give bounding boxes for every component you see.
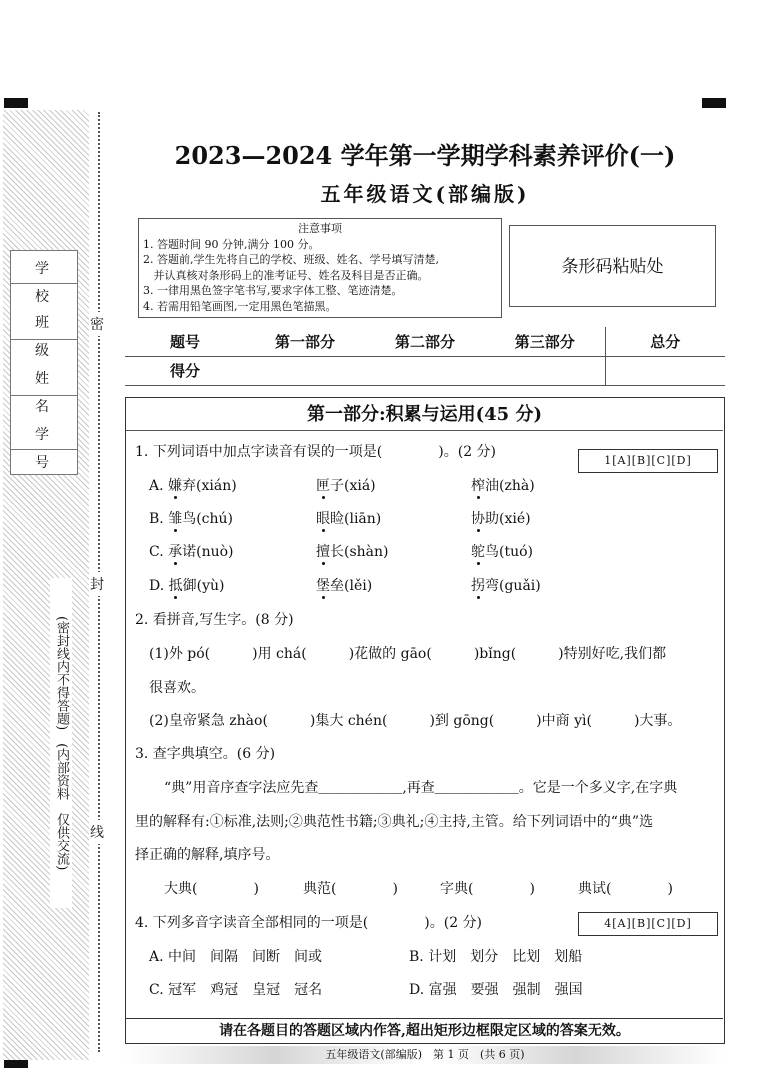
score-cell[interactable] [245, 356, 365, 385]
q1-option-a-word2 [316, 476, 376, 496]
section1-box [125, 397, 725, 1044]
score-header: 总分 [605, 327, 725, 356]
score-header: 题号 [125, 327, 245, 356]
field-line [11, 395, 77, 396]
word-rest: 诺(nuò) [182, 544, 234, 560]
word-rest: 子(xiá) [330, 478, 376, 494]
q3-line3: 择正确的解释,填序号。 [135, 847, 280, 863]
word-rest: 长(shàn) [330, 544, 389, 560]
word-rest: 油(zhà) [485, 478, 535, 494]
q2-line2: 很喜欢。 [149, 680, 205, 696]
option-label: D. [149, 578, 165, 594]
dotted-char: 堡 [316, 578, 330, 594]
q3-stem: 3. 查字典填空。(6 分) [135, 746, 276, 762]
dotted-char: 眼 [316, 511, 330, 527]
score-header: 第二部分 [365, 327, 485, 356]
field-line [11, 339, 77, 340]
q1-option-a[interactable] [149, 476, 237, 496]
dotted-char: 承 [168, 544, 183, 560]
q2-stem: 2. 看拼音,写生字。(8 分) [135, 612, 294, 628]
dotted-char: 雏 [168, 511, 183, 527]
q1-option-b[interactable] [149, 509, 233, 529]
q1-option-b-word2 [316, 509, 381, 529]
score-header: 第一部分 [245, 327, 365, 356]
q1-option-c-word2 [316, 542, 389, 562]
score-header: 第三部分 [485, 327, 605, 356]
dotted-char: 抵 [168, 578, 183, 594]
score-cell[interactable] [485, 356, 605, 385]
option-label: C. [149, 544, 164, 560]
q4-option-a[interactable]: A. 中间 间隔 间断 间或 [149, 949, 323, 965]
notice-item: 并认真核对条形码上的准考证号、姓名及科目是否正确。 [143, 268, 429, 282]
word-rest: 弃(xián) [182, 478, 237, 494]
student-info-box [10, 250, 78, 475]
field-class: 班级 [35, 315, 65, 359]
notice-item: 1. 答题时间 90 分钟,满分 100 分。 [143, 237, 320, 251]
seal-note: (密封线内不得答题) (内部资料 仅供交流) [50, 578, 72, 908]
notice-box [138, 218, 502, 318]
score-row-label: 得分 [125, 356, 245, 385]
score-cell-total[interactable] [605, 356, 725, 385]
q1-option-c[interactable] [149, 542, 234, 562]
q4-answer-box[interactable]: 4[A][B][C][D] [578, 912, 718, 936]
word-rest: 鸟(chú) [182, 511, 234, 527]
q1-option-b-word3 [471, 509, 531, 529]
q1-option-d-word3 [471, 576, 541, 596]
q4-option-b[interactable]: B. 计划 划分 比划 划船 [409, 949, 583, 965]
q1-stem: 1. 下列词语中加点字读音有误的一项是( )。(2 分) [135, 444, 497, 460]
q3-fill-2[interactable]: 典范( ) [303, 881, 398, 897]
q1-option-d-word2 [316, 576, 372, 596]
field-line [11, 449, 77, 450]
section1-heading: 第一部分:积累与运用(45 分) [126, 398, 723, 431]
corner-mark-right [702, 98, 726, 108]
notice-item: 2. 答题前,学生先将自己的学校、班级、姓名、学号填写清楚, [143, 253, 439, 266]
score-table [125, 327, 725, 386]
corner-mark-left [4, 98, 28, 108]
field-school: 学校 [35, 261, 65, 305]
field-name: 姓名 [35, 371, 65, 415]
option-label: A. [149, 478, 164, 494]
notice-item: 3. 一律用黑色签字笔书写,要求字体工整、笔迹清楚。 [143, 284, 403, 297]
dotted-char: 榨 [471, 478, 485, 494]
dotted-char: 协 [471, 511, 485, 527]
word-rest: 垒(lěi) [330, 578, 373, 594]
q1-option-d[interactable] [149, 576, 225, 596]
answer-area-warning: 请在各题目的答题区域内作答,超出矩形边框限定区域的答案无效。 [126, 1018, 723, 1042]
word-rest: 鸟(tuó) [485, 544, 533, 560]
score-cell[interactable] [365, 356, 485, 385]
dotted-char: 匣 [316, 478, 330, 494]
seal-char-feng: 封 [90, 572, 104, 596]
q3-fill-4[interactable]: 典试( ) [578, 881, 673, 897]
q2-line3[interactable]: (2)皇帝紧急 zhào( )集大 chén( )到 gōng( )中商 yì( )大事。 [149, 713, 682, 729]
q2-line1[interactable]: (1)外 pó( )用 chá( )花做的 gāo( )bǐng( )特别好吃,我们都 [149, 646, 667, 662]
word-rest: 弯(guǎi) [485, 578, 541, 594]
seal-char-xian: 线 [90, 820, 104, 844]
page-title: 2023—2024 学年第一学期学科素养评价(一) [174, 141, 676, 170]
word-rest: 睑(liān) [330, 511, 382, 527]
q1-option-a-word3 [471, 476, 535, 496]
dotted-char: 嫌 [168, 478, 183, 494]
q1-answer-box[interactable]: 1[A][B][C][D] [578, 449, 718, 473]
field-student-id: 学号 [35, 427, 65, 471]
dotted-char: 拐 [471, 578, 485, 594]
option-label: B. [149, 511, 164, 527]
notice-heading: 注意事项 [298, 222, 342, 235]
q3-line1[interactable]: “典”用音序查字法应先查＿＿＿＿＿＿,再查＿＿＿＿＿＿。它是一个多义字,在字典 [164, 780, 678, 796]
q1-option-c-word3 [471, 542, 533, 562]
dotted-char: 鸵 [471, 544, 485, 560]
word-rest: 御(yù) [182, 578, 225, 594]
q3-fill-1[interactable]: 大典( ) [164, 881, 259, 897]
q4-option-d[interactable]: D. 富强 要强 强制 强国 [409, 982, 583, 998]
seal-char-mi: 密 [90, 312, 104, 336]
notice-item: 4. 若需用铅笔画图,一定用黑色笔描黑。 [143, 299, 337, 313]
page-subtitle: 五年级语文(部编版) [320, 182, 530, 206]
dotted-char: 擅 [316, 544, 330, 560]
q3-line2: 里的解释有:①标准,法则;②典范性书籍;③典礼;④主持,主管。给下列词语中的“典”选 [135, 814, 654, 830]
barcode-area: 条形码粘贴处 [509, 225, 716, 307]
q4-stem: 4. 下列多音字读音全部相同的一项是( )。(2 分) [135, 915, 483, 931]
page-footer: 五年级语文(部编版) 第 1 页 (共 6 页) [125, 1046, 725, 1064]
word-rest: 助(xié) [485, 511, 531, 527]
field-line [11, 283, 77, 284]
q3-fill-3[interactable]: 字典( ) [440, 881, 535, 897]
q4-option-c[interactable]: C. 冠军 鸡冠 皇冠 冠名 [149, 982, 323, 998]
